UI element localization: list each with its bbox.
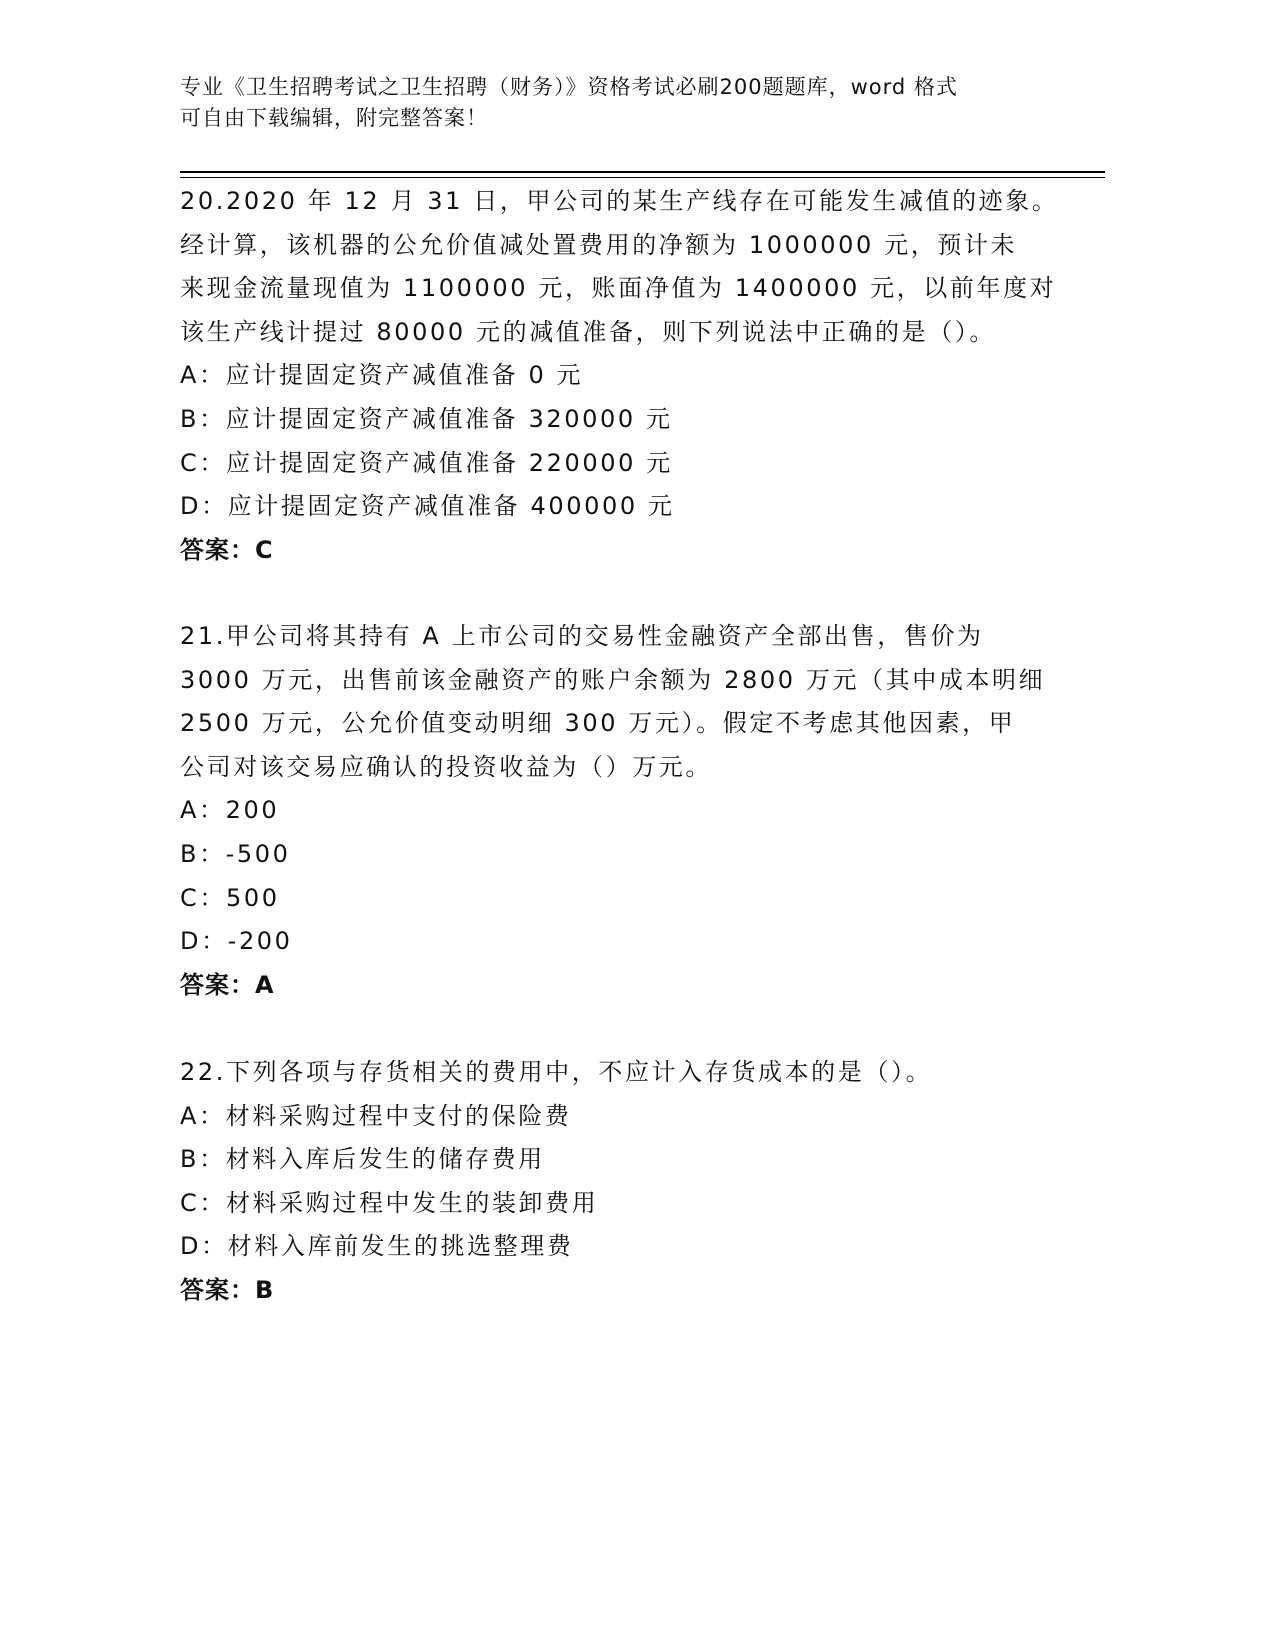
option-d: D：-200 xyxy=(180,927,293,956)
option-a: A：材料采购过程中支付的保险费 xyxy=(180,1101,572,1130)
header-divider-thin xyxy=(180,177,1105,178)
answer: 答案：A xyxy=(180,970,275,999)
question-21 xyxy=(180,615,1060,1007)
header-divider-thick xyxy=(180,171,1105,173)
document-header xyxy=(180,72,958,134)
option-b: B：应计提固定资产减值准备 320000 元 xyxy=(180,404,673,433)
question-text: 22.下列各项与存货相关的费用中，不应计入存货成本的是（）。 xyxy=(180,1058,933,1086)
question-text: 来现金流量现值为 1100000 元，账面净值为 1400000 元，以前年度对 xyxy=(180,274,1057,303)
question-text: 公司对该交易应确认的投资收益为（）万元。 xyxy=(180,752,712,781)
option-a: A：应计提固定资产减值准备 0 元 xyxy=(180,361,584,390)
question-text: 2500 万元，公允价值变动明细 300 万元）。假定不考虑其他因素，甲 xyxy=(180,709,1016,738)
option-c: C：材料采购过程中发生的装卸费用 xyxy=(180,1188,599,1217)
option-c: C：应计提固定资产减值准备 220000 元 xyxy=(180,448,673,477)
option-d: D：材料入库前发生的挑选整理费 xyxy=(180,1232,574,1261)
question-22 xyxy=(180,1051,1060,1313)
option-c: C：500 xyxy=(180,883,280,912)
answer: 答案：B xyxy=(180,1275,275,1304)
header-line: 专业《卫生招聘考试之卫生招聘（财务）》资格考试必刷200题题库，word 格式 xyxy=(180,75,958,99)
question-text: 该生产线计提过 80000 元的减值准备，则下列说法中正确的是（）。 xyxy=(180,317,997,346)
option-a: A：200 xyxy=(180,796,280,825)
option-d: D：应计提固定资产减值准备 400000 元 xyxy=(180,492,675,521)
option-b: B：-500 xyxy=(180,839,291,868)
question-text: 21.甲公司将其持有 A 上市公司的交易性金融资产全部出售，售价为 xyxy=(180,622,984,650)
question-text: 20.2020 年 12 月 31 日，甲公司的某生产线存在可能发生减值的迹象。 xyxy=(180,187,1059,215)
option-b: B：材料入库后发生的储存费用 xyxy=(180,1145,545,1174)
question-20 xyxy=(180,180,1060,572)
answer: 答案：C xyxy=(180,535,274,564)
header-line: 可自由下载编辑，附完整答案！ xyxy=(180,106,488,130)
question-text: 经计算，该机器的公允价值减处置费用的净额为 1000000 元，预计未 xyxy=(180,230,1018,259)
question-text: 3000 万元，出售前该金融资产的账户余额为 2800 万元（其中成本明细 xyxy=(180,665,1046,694)
